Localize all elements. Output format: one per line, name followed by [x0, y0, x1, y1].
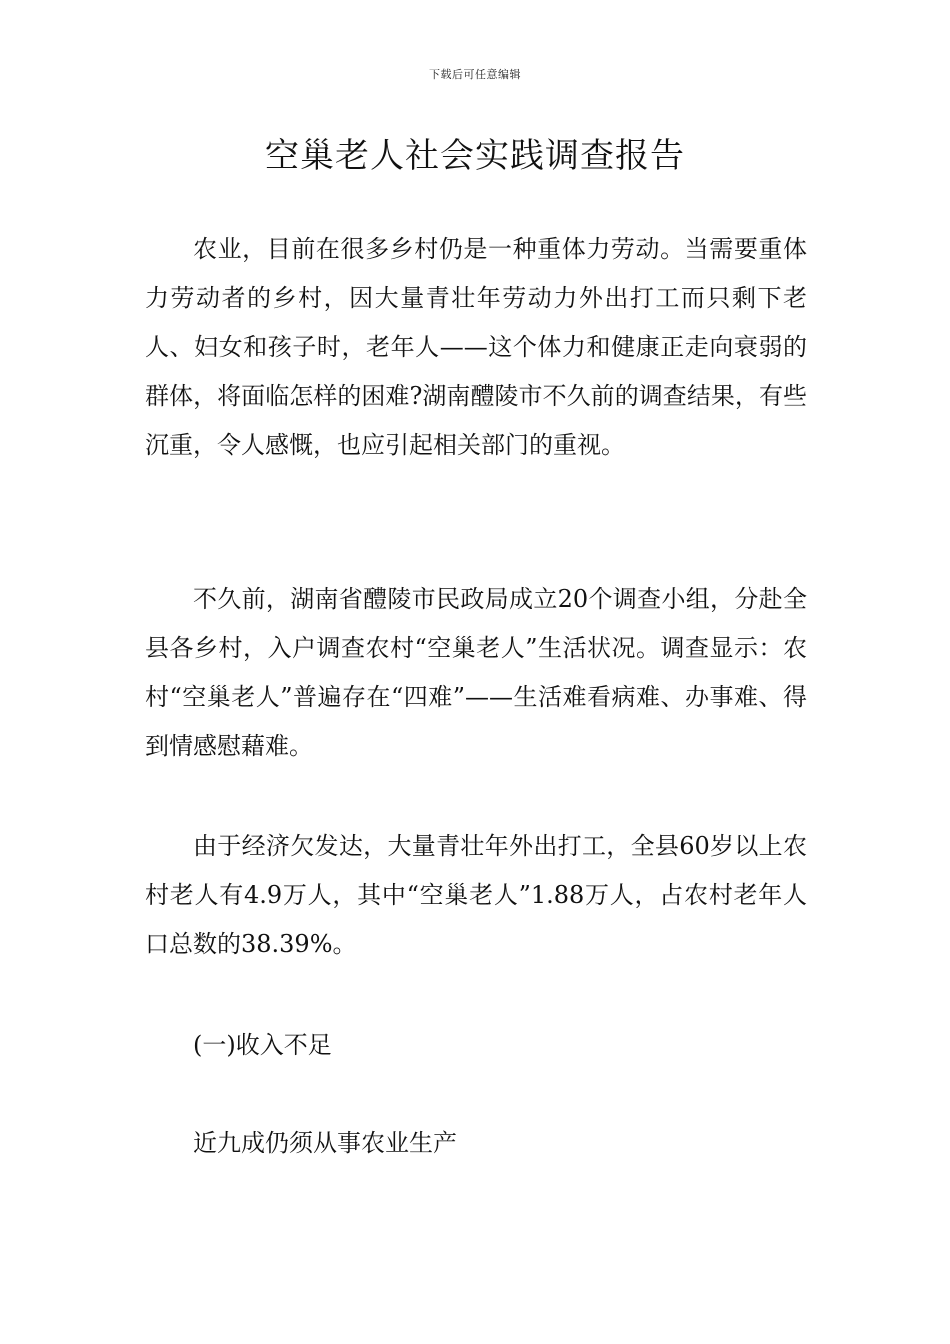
paragraph-statistics: 由于经济欠发达，大量青壮年外出打工，全县60岁以上农村老人有4.9万人，其中“空巢老人”1.88万人，占农村老年人口总数的38.39%。 [145, 832, 807, 958]
document-title: 空巢老人社会实践调查报告 [265, 136, 685, 176]
paragraph-intro: 农业，目前在很多乡村仍是一种重体力劳动。当需要重体力劳动者的乡村，因大量青壮年劳动力外出打工而只剩下老人、妇女和孩子时，老年人——这个体力和健康正走向衰弱的群体，将面临怎样的困难?湖南醴陵市不久前的调查结果，有些沉重，令人感慨，也应引起相关部门的重视。 [145, 235, 807, 459]
section-heading-income: (一)收入不足 [193, 1031, 332, 1059]
paragraph-survey: 不久前，湖南省醴陵市民政局成立20个调查小组，分赴全县各乡村，入户调查农村“空巢老人”生活状况。调查显示：农村“空巢老人”普遍存在“四难”——生活难看病难、办事难、得到情感慰藉难。 [145, 585, 807, 760]
header-note: 下载后可任意编辑 [429, 68, 521, 81]
subsection-heading-farming: 近九成仍须从事农业生产 [193, 1129, 457, 1157]
